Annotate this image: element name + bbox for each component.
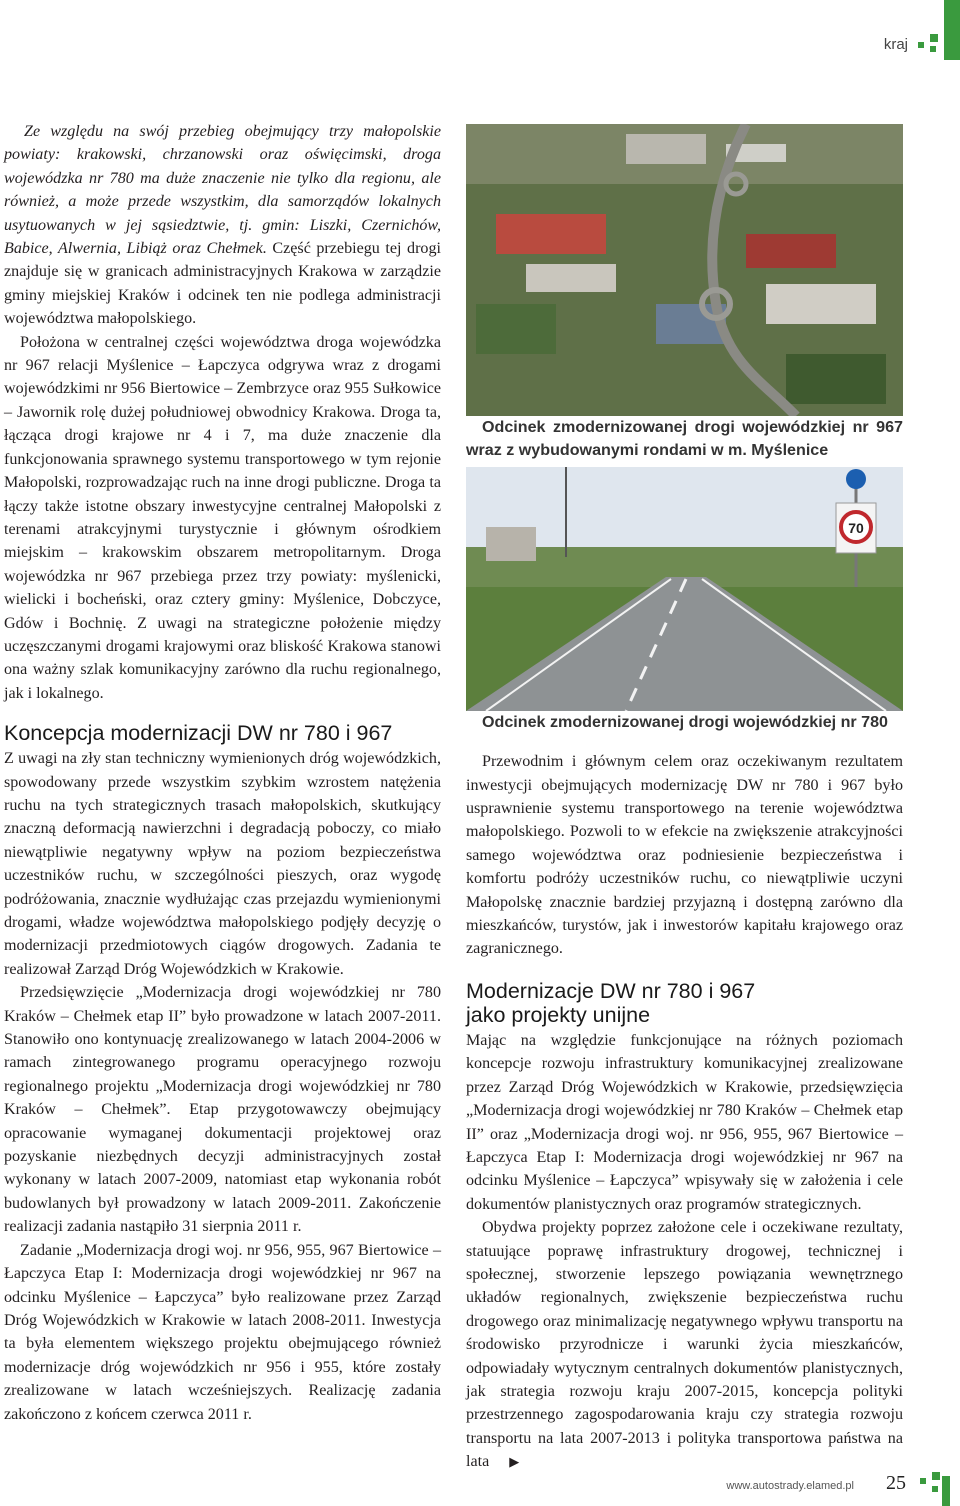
section-heading-line1: Modernizacje DW nr 780 i 967	[466, 978, 756, 1003]
photo-caption: Odcinek zmodernizowanej drogi wojewódzkiej nr 780	[482, 712, 889, 731]
intro-paragraph: Ze względu na swój przebieg obejmujący trzy małopolskie powiaty: krakowski, chrzanowski oraz oświęcimski, droga wojewódzka nr 780 ma duże znaczenie nie tylko dla regionu, ale również, a może przede wszystkim, dla samorządów lokalnych usytuowanych w jej sąsiedztwie, tj. gmin: Liszki, Czernichów, Babice, Alwernia, Libiąż oraz Chełmek. Część przebiegu tej drogi znajduje się w granicach administracyjnych Krakowa w zarządzie gminy miejskiej Kraków i odcinek ten nie podlega administracji województwa małopolskiego.	[4, 123, 441, 328]
continue-arrow-icon: ▶	[509, 1454, 520, 1470]
section-paragraph: Przedsięwzięcie „Modernizacja drogi wojewódzkiej nr 780 Kraków – Chełmek etap II” było prowadzone w latach 2007-2011. Stanowiło ono kontynuację zrealizowanego w latach 2004-2006 w ramach zintegrowanego programu operacyjnego rozwoju regionalnego projektu „Modernizacja drogi wojewódzkiej nr 780 Kraków – Chełmek”. Etap przygotowawczy obejmujący opracowanie wymaganej dokumentacji projektowej oraz pozyskanie niezbędnych decyzji administracyjnych został wykonany w latach 2007-2009, natomiast etap wykonania robót budowlanych był prowadzony w latach 2009-2011. Zakończenie realizacji zadania nastąpiło 31 sierpnia 2011 r.	[4, 984, 441, 1236]
corner-squares-icon	[914, 0, 960, 60]
right-paragraph: Przewodnim i głównym celem oraz oczekiwanym rezultatem inwestycji obejmujących modernizację DW nr 780 i 967 było usprawnienie systemu transportowego na terenie województwa małopolskiego. Pozwoli to w efekcie na zwiększenie atrakcyjności samego województwa oraz podniesienie bezpieczeństwa i komfortu podróży uczestników ruchu, co niewątpliwie uczyni Małopolskę znacznie bardziej przyjazną i dostępną zarówno dla mieszkańców, turystów, jak i inwestorów kapitału krajowego oraz zagranicznego.	[466, 753, 903, 958]
section-paragraph: Zadanie „Modernizacja drogi woj. nr 956, 955, 967 Biertowice – Łapczyca Etap I: Modernizacja drogi wojewódzkiej nr 967 na odcinku Myślenice – Łapczyca” było realizowane przez Zarząd Dróg Wojewódzkich w Krakowie w latach 2008-2011. Inwestycja ta była elementem większego projektu obejmującego również modernizacje dróg wojewódzkich nr 956 i 955, które zostały zrealizowane w latach wcześniejszych. Realizację zadania zakończono z końcem czerwca 2011 r.	[4, 1241, 441, 1423]
footer-url[interactable]: www.autostrady.elamed.pl	[726, 1480, 854, 1492]
left-paragraph: Położona w centralnej części województwa droga wojewódzka nr 967 relacji Myślenice – Łapczyca odgrywa wraz z drogami wojewódzkimi nr 956 Biertowice – Zembrzyce oraz 955 Sułkowice – Jawornik rolę dużej południowej obwodnicy Krakowa. Droga ta, łącząca drogi krajowe nr 4 i 7, ma duże znaczenie dla funkcjonowania sprawnego systemu transportowego w tym rejonie Małopolski, rozprowadzając ruch na inne drogi publiczne. Droga ta łączy także istotne obszary inwestycyjne centralnej Małopolski z terenami atrakcyjnymi turystycznie i głównym ośrodkiem miejskim – krakowskim obszarem metropolitarnym. Droga wojewódzka nr 967 przebiega przez trzy powiaty: myślenicki, wielicki i bocheński, oraz cztery gminy: Myślenice, Dobczyce, Gdów i Bochnię. Z uwagi na strategiczne położenie między uczęszczanymi drogami krajowymi oraz bliskość Krakowa stanowi ona ważny szlak komunikacyjny zarówno dla ruchu regionalnego, jak i lokalnego.	[4, 333, 441, 702]
corner-squares-icon	[920, 1472, 950, 1506]
left-column	[4, 120, 441, 1426]
section-heading-line2: jako projekty unijne	[466, 1002, 651, 1027]
section-paragraph: Mając na względzie funkcjonujące na różnych poziomach koncepcje rozwoju infrastruktury komunikacyjnej zrealizowane przez Zarząd Dróg Wojewódzkich w Krakowie, przedsięwzięcia „Modernizacja drogi wojewódzkiej nr 780 Kraków – Chełmek etap II” oraz „Modernizacja drogi woj. nr 956, 955, 967 Biertowice – Łapczyca Etap I: Modernizacja drogi wojewódzkiej nr 967 na odcinku Myślenice – Łapczyca” wpisywały się w założenia i cele dokumentów planistycznych oraz programów strategicznych.	[466, 1031, 903, 1213]
right-column	[466, 124, 903, 1474]
aerial-photo	[466, 124, 903, 416]
aerial-photo-icon	[466, 124, 903, 416]
section-tag: kraj	[883, 36, 908, 53]
speed-limit-label: 70	[848, 519, 864, 536]
road-photo-icon	[466, 467, 903, 711]
section-paragraph	[466, 1216, 903, 1473]
section-paragraph-text: Obydwa projekty poprzez założone cele i oczekiwane rezultaty, statuujące poprawę infrastruktury drogowej, technicznej i społecznej, stworzenie lepszego powiązania wewnętrznego układów regionalnych, zwiększenie bezpieczeństwa ruchu drogowego oraz minimalizację negatywnego wpływu transportu na środowisko przyrodnicze i warunki życia mieszkańców, odpowiadały wytycznym centralnych dokumentów planistycznych, jak strategia rozwoju kraju 2007-2015, koncepcja polityki przestrzennego zagospodarowania kraju czy strategia rozwoju transportu na lata 2007-2013 i polityka transportowa państwa na lata	[466, 1219, 903, 1471]
section-heading	[466, 979, 903, 1027]
section-paragraph: Z uwagi na zły stan techniczny wymienionych dróg wojewódzkich, spowodowany przede wszystkim szybkim wzrostem natężenia ruchu na tych strategicznych trasach małopolskich, skutkujący znaczną deformacją nawierzchni i degradacją poboczy, co miało niewątpliwie negatywny wpływ na poziom bezpieczeństwa uczestników ruchu, w szczególności pieszych, oraz wygodę podróżowania, znacznie wydłużając czas przejazdu wymienionymi drogami, władze województwa małopolskiego podjęły decyzję o modernizacji przedmiotowych ciągów drogowych. Zadania te realizował Zarząd Dróg Wojewódzkich w Krakowie.	[4, 750, 441, 978]
left-paragraph: Część przebiegu tej drogi znajduje się w granicach administracyjnych Krakowa w zarządzie gminy miejskiej Kraków i odcinek ten nie podlega administracji województwa małopolskiego.	[4, 240, 441, 328]
section-heading: Koncepcja modernizacji DW nr 780 i 967	[4, 721, 393, 746]
road-photo	[466, 467, 903, 711]
page-number: 25	[886, 1472, 906, 1494]
photo-caption: Odcinek zmodernizowanej drogi wojewódzkiej nr 967 wraz z wybudowanymi rondami w m. Myślenice	[466, 418, 903, 460]
